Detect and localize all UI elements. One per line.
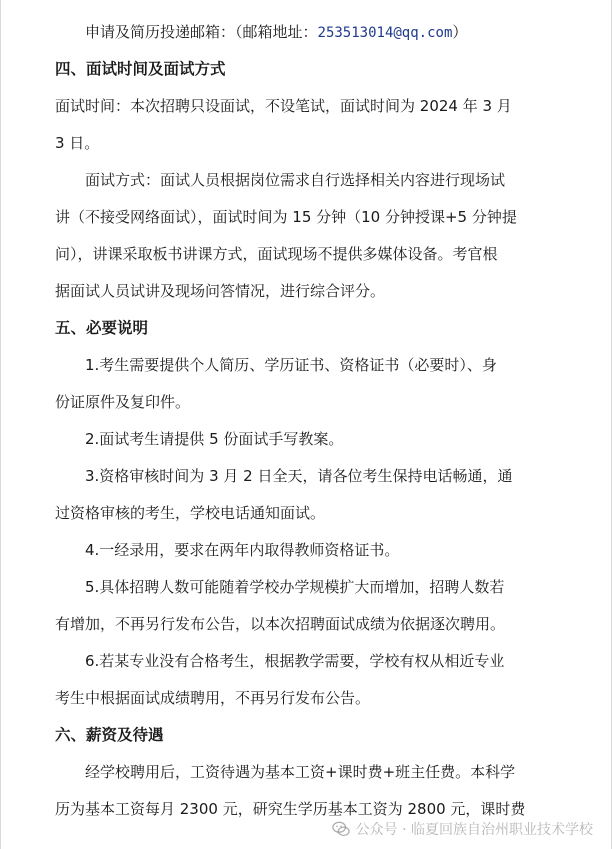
section-heading-notes: 五、必要说明 xyxy=(55,319,149,337)
list-item: 3.资格审核时间为 3 月 2 日全天，请各位考生保持电话畅通，通 xyxy=(85,467,513,485)
paragraph-line: 面试时间：本次招聘只设面试，不设笔试，面试时间为 2024 年 3 月 xyxy=(55,97,512,115)
list-item-continuation: 考生中根据面试成绩聘用，不再另行发布公告。 xyxy=(55,689,371,707)
list-item: 4.一经录用，要求在两年内取得教师资格证书。 xyxy=(85,541,400,559)
paragraph-line: 经学校聘用后，工资待遇为基本工资+课时费+班主任费。本科学 xyxy=(85,763,516,781)
paragraph-line: 问），讲课采取板书讲课方式，面试现场不提供多媒体设备。考官根 xyxy=(55,245,498,263)
email-line-suffix: ） xyxy=(452,23,468,41)
list-item-continuation: 有增加，不再另行发布公告，以本次招聘面试成绩为依据逐次聘用。 xyxy=(55,615,506,633)
list-item: 6.若某专业没有合格考生，根据教学需要，学校有权从相近专业 xyxy=(85,652,505,670)
list-item: 5.具体招聘人数可能随着学校办学规模扩大而增加，招聘人数若 xyxy=(85,578,505,596)
watermark xyxy=(332,819,593,839)
paragraph-line: 讲（不接受网络面试），面试时间为 15 分钟（10 分钟授课+5 分钟提 xyxy=(55,208,517,226)
section-heading-interview: 四、面试时间及面试方式 xyxy=(55,60,226,78)
document-body xyxy=(55,14,559,828)
email-line-label: 申请及简历投递邮箱：（邮箱地址： xyxy=(85,23,318,41)
paragraph-line: 3 日。 xyxy=(55,134,100,152)
wechat-icon xyxy=(332,820,350,838)
paragraph-line: 面试方式：面试人员根据岗位需求自行选择相关内容进行现场试 xyxy=(85,171,506,189)
watermark-text: 公众号 · 临夏回族自治州职业技术学校 xyxy=(355,822,593,838)
list-item: 2.面试考生请提供 5 份面试手写教案。 xyxy=(85,430,344,448)
list-item-continuation: 过资格审核的考生，学校电话通知面试。 xyxy=(55,504,326,522)
email-address[interactable]: 253513014@qq.com xyxy=(317,25,453,41)
email-line xyxy=(55,14,559,51)
section-heading-salary: 六、薪资及待遇 xyxy=(55,726,164,744)
list-item: 1.考生需要提供个人简历、学历证书、资格证书（必要时）、身 xyxy=(85,356,497,374)
paragraph-line: 历为基本工资每月 2300 元，研究生学历基本工资为 2800 元，课时费 xyxy=(55,800,526,818)
paragraph-line: 据面试人员试讲及现场问答情况，进行综合评分。 xyxy=(55,282,386,300)
list-item-continuation: 份证原件及复印件。 xyxy=(55,393,191,411)
